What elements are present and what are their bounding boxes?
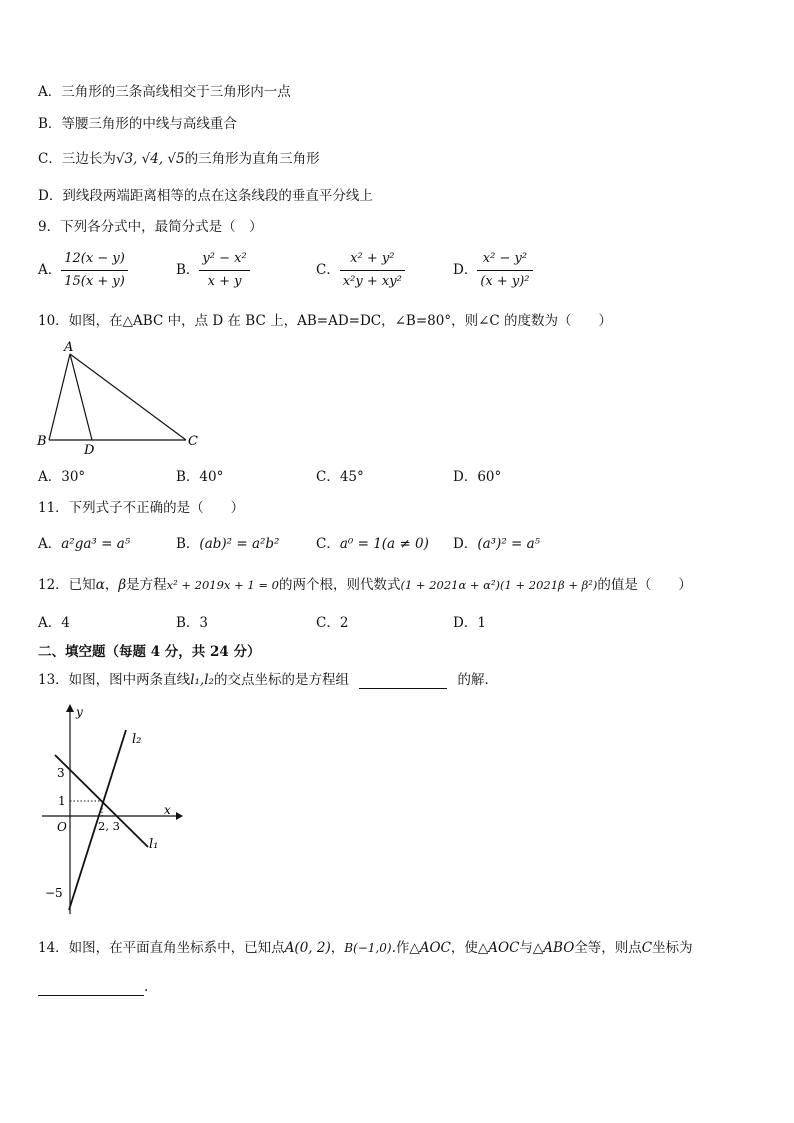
q14-answer-blank[interactable] xyxy=(38,995,144,996)
q11-stem: 11．下列式子不正确的是（ ） xyxy=(38,500,245,516)
q8-option-a: A．三角形的三条高线相交于三角形内一点 xyxy=(38,84,291,100)
q14-stem-part6: 全等，则点 xyxy=(574,940,642,956)
q8-option-c xyxy=(38,150,320,168)
q14-stem-part1: 14．如图，在平面直角坐标系中，已知点 xyxy=(38,940,285,956)
q14-stem-part2: ， xyxy=(330,940,345,956)
q9-stem: 9．下列各分式中，最简分式是（ ） xyxy=(38,219,263,235)
q13-answer-blank[interactable] xyxy=(359,688,447,689)
q10-option-a: A．30° xyxy=(38,469,86,485)
q13-stem-part2: 的交点坐标的是方程组 xyxy=(213,672,349,688)
q14-point-b: B(−1,0) xyxy=(344,941,392,955)
q14-stem-part7: 坐标为 xyxy=(652,940,693,956)
q10-option-b: B．40° xyxy=(176,469,224,485)
q13-lines: l₁,l₂ xyxy=(190,672,214,688)
q10-triangle-figure xyxy=(34,338,209,458)
x-axis-arrow xyxy=(176,812,183,820)
q13-stem-part3: 的解． xyxy=(457,672,499,688)
q11-option-c xyxy=(316,535,429,553)
q12-equation: x² + 2019x + 1 = 0 xyxy=(166,578,279,592)
q9-option-c-denominator: x²y + xy² xyxy=(342,274,402,289)
q11-option-b-math: (ab)² = a²b² xyxy=(199,536,280,552)
q11-option-a xyxy=(38,535,130,553)
q9-option-b xyxy=(176,250,250,291)
q14-point-a: A(0, 2) xyxy=(284,940,331,956)
tick-label-1: 1 xyxy=(58,794,66,808)
q9-option-a-fraction xyxy=(61,250,128,291)
label-c: C xyxy=(188,434,198,449)
q9-option-b-numerator: y² − x² xyxy=(199,250,249,271)
q11-option-d-math: (a³)² = a⁵ xyxy=(477,536,541,552)
q9-option-a xyxy=(38,250,128,291)
line-label-l1: l₁ xyxy=(149,837,159,852)
origin-label: O xyxy=(57,820,67,834)
q14-triangle-aoc-2: △AOC xyxy=(477,940,520,956)
q9-option-c-fraction xyxy=(340,250,405,291)
q8-option-b: B．等腰三角形的中线与高线重合 xyxy=(38,116,237,132)
q8-option-d: D．到线段两端距离相等的点在这条线段的垂直平分线上 xyxy=(38,188,373,204)
q11-option-d xyxy=(453,535,540,553)
tick-label-3: 3 xyxy=(57,766,65,780)
q12-option-d: D．1 xyxy=(453,615,486,631)
q14-triangle-abo: △ABO xyxy=(532,940,575,956)
tick-label-2-3: 2, 3 xyxy=(98,819,120,833)
q13-coordinate-figure xyxy=(38,700,183,920)
q12-option-c: C．2 xyxy=(316,615,349,631)
q14-point-c: C xyxy=(641,940,653,956)
q13-stem-part1: 13．如图，图中两条直线 xyxy=(38,672,191,688)
q12-option-a: A．4 xyxy=(38,615,70,631)
q11-option-d-label: D． xyxy=(453,536,478,552)
q14-answer-line xyxy=(38,978,148,996)
q11-option-a-math: a²ga³ = a⁵ xyxy=(61,536,131,552)
segment-ac xyxy=(70,354,186,440)
q11-option-c-math: a⁰ = 1(a ≠ 0) xyxy=(339,536,429,552)
q12-stem-part5: 的值是（ ） xyxy=(597,577,692,593)
tick-label-neg5: −5 xyxy=(45,886,63,900)
q9-option-c-label: C． xyxy=(316,262,340,278)
q14-stem xyxy=(38,939,693,957)
q12-expression: (1 + 2021α + α²)(1 + 2021β + β²) xyxy=(400,578,598,592)
q8-option-c-suffix: 的三角形为直角三角形 xyxy=(184,151,320,167)
q14-stem-part3: .作 xyxy=(391,940,410,956)
q11-option-b-label: B． xyxy=(176,536,200,552)
q11-option-b xyxy=(176,535,279,553)
q10-stem: 10．如图，在△ABC 中，点 D 在 BC 上，AB=AD=DC，∠B=80°，则∠C 的度数为（ ） xyxy=(38,313,613,329)
q9-option-a-numerator: 12(x − y) xyxy=(61,250,128,271)
q14-end-mark: . xyxy=(144,979,149,995)
q12-beta: β xyxy=(118,577,127,593)
q9-option-d-label: D． xyxy=(453,262,478,278)
y-axis-arrow xyxy=(66,704,74,712)
q14-stem-part4: ，使 xyxy=(450,940,478,956)
q9-option-d-fraction xyxy=(477,250,532,291)
axis-label-y: y xyxy=(76,705,83,719)
q12-option-b: B．3 xyxy=(176,615,209,631)
q9-option-b-label: B． xyxy=(176,262,200,278)
q10-option-d: D．60° xyxy=(453,469,502,485)
q8-option-c-prefix: C．三边长为 xyxy=(38,151,116,167)
q14-stem-part5: 与 xyxy=(519,940,533,956)
q12-stem-part2: ， xyxy=(104,577,119,593)
label-d: D xyxy=(84,443,95,458)
q8-option-c-math: √3, √4, √5 xyxy=(115,151,185,167)
line-label-l2: l₂ xyxy=(132,732,142,747)
q9-option-b-denominator: x + y xyxy=(207,274,242,289)
q9-option-d-denominator: (x + y)² xyxy=(480,274,530,289)
segment-ad xyxy=(70,354,92,440)
label-b: B xyxy=(37,434,47,449)
q14-triangle-aoc: △AOC xyxy=(409,940,451,956)
q10-option-c: C．45° xyxy=(316,469,364,485)
q12-stem-part1: 12．已知 xyxy=(38,577,96,593)
q12-stem-part4: 的两个根，则代数式 xyxy=(278,577,401,593)
q9-option-c-numerator: x² + y² xyxy=(340,250,405,271)
q9-option-c xyxy=(316,250,405,291)
q9-option-d xyxy=(453,250,533,291)
q9-option-b-fraction xyxy=(199,250,249,291)
q9-option-a-denominator: 15(x + y) xyxy=(64,274,125,289)
q12-alpha: α xyxy=(95,577,105,593)
q11-option-c-label: C． xyxy=(316,536,340,552)
q12-stem-part3: 是方程 xyxy=(126,577,167,593)
q13-stem xyxy=(38,671,498,689)
q12-stem xyxy=(38,576,692,594)
q11-option-a-label: A． xyxy=(38,536,62,552)
section-heading-fill-in: 二、填空题（每题 4 分，共 24 分） xyxy=(38,644,261,660)
axis-label-x: x xyxy=(164,803,171,817)
q9-option-a-label: A． xyxy=(38,262,62,278)
q9-option-d-numerator: x² − y² xyxy=(477,250,532,271)
label-a: A xyxy=(64,340,74,355)
segment-ab xyxy=(49,354,70,440)
